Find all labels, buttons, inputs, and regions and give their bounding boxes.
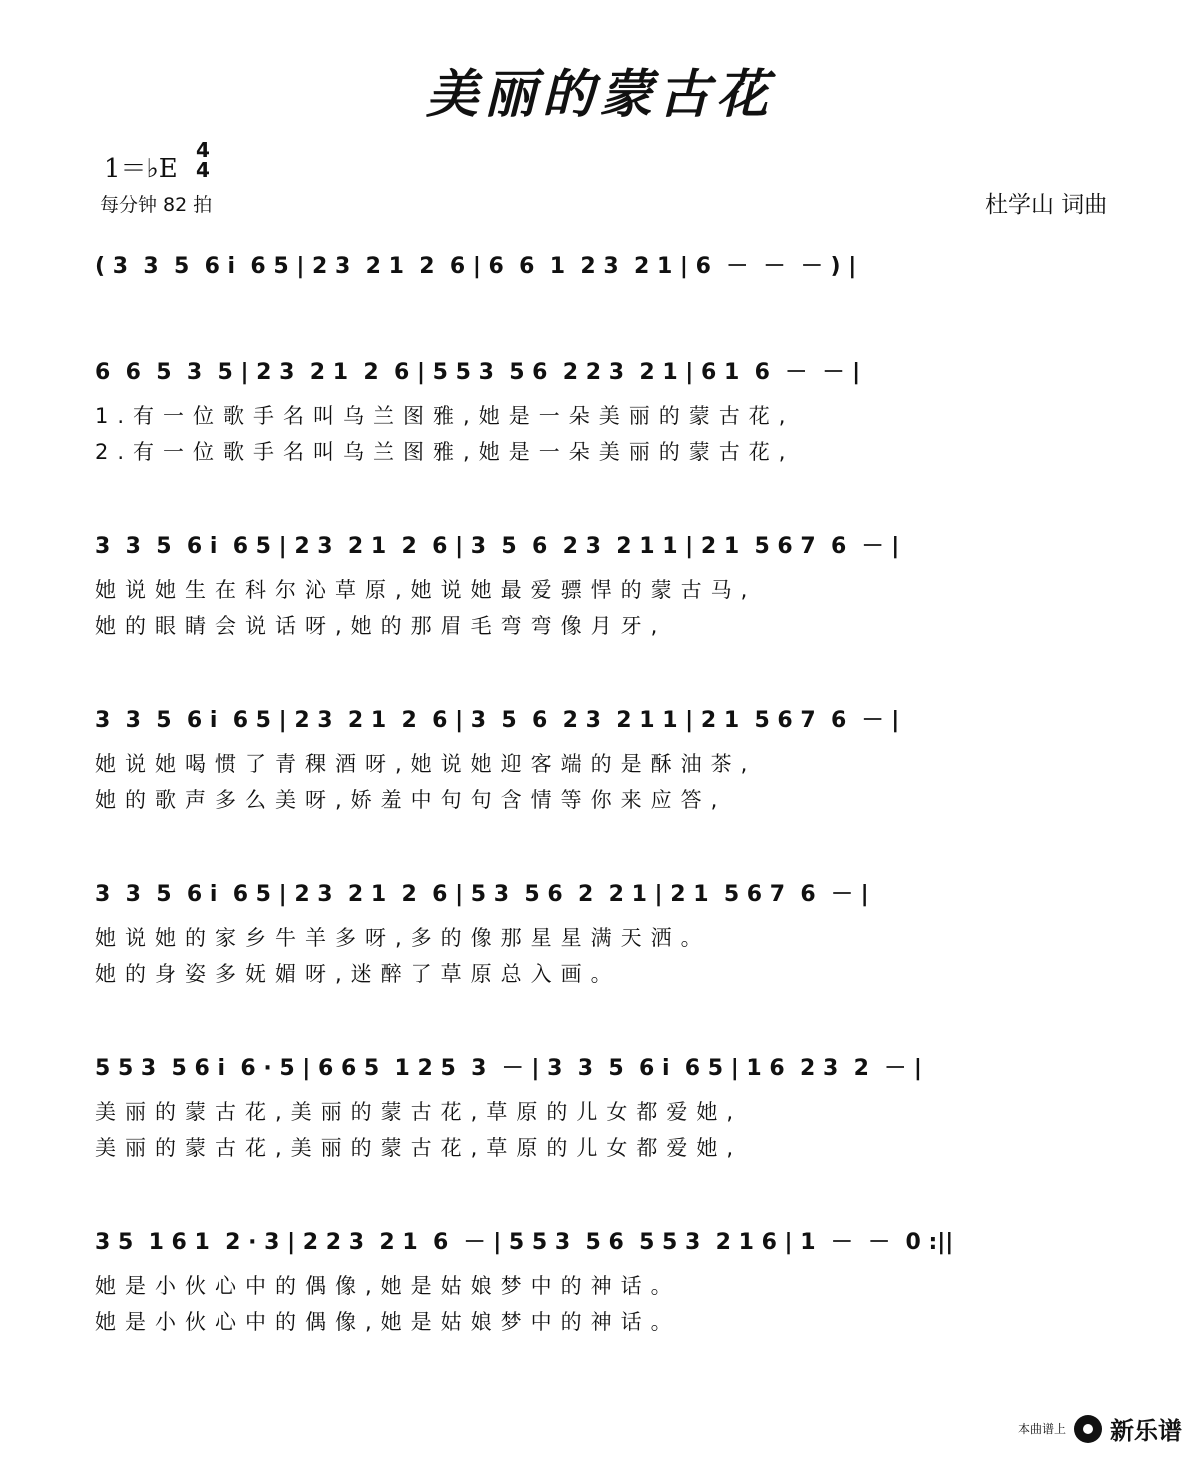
notation-row: 3 5 1 6 1 2 · 3 | 2 2 3 2 1 6 － | 5 5 3 5 6 5 5 3 2 1 6 | 1 － － 0 :|| — [95, 1230, 954, 1255]
score-title: 美丽的蒙古花 — [425, 64, 774, 125]
lyrics-verse-1: 她说她的家乡牛羊多呀,多的像那星星满天洒。 — [95, 926, 711, 950]
notation-row: 3 3 5 6 i 6 5 | 2 3 2 1 2 6 | 3 5 6 2 3 2 1 1 | 2 1 5 6 7 6 － | — [95, 708, 900, 733]
lyrics-verse-1: 1.有一位歌手名叫乌兰图雅,她是一朵美丽的蒙古花, — [95, 404, 795, 428]
lyrics-verse-1: 美丽的蒙古花,美丽的蒙古花,草原的儿女都爱她, — [95, 1100, 743, 1124]
site-footer — [1018, 1411, 1182, 1446]
lyrics-verse-1: 她是小伙心中的偶像,她是姑娘梦中的神话。 — [95, 1274, 681, 1298]
disc-logo-icon — [1074, 1415, 1102, 1443]
tempo-marking: 每分钟 82 拍 — [100, 194, 213, 216]
key-signature: 1＝♭E — [104, 154, 178, 184]
lyrics-verse-2: 她的身姿多妩媚呀,迷醉了草原总入画。 — [95, 962, 621, 986]
notation-row: 3 3 5 6 i 6 5 | 2 3 2 1 2 6 | 5 3 5 6 2 2 1 | 2 1 5 6 7 6 － | — [95, 882, 869, 907]
footer-small-text: 本曲谱上 — [1017, 1422, 1066, 1436]
notation-row: ( 3 3 5 6 i 6 5 | 2 3 2 1 2 6 | 6 6 1 2 3 2 1 | 6 － － － ) | — [95, 254, 857, 279]
time-signature-top: 4 — [196, 138, 210, 162]
lyrics-verse-2: 她的眼睛会说话呀,她的那眉毛弯弯像月牙, — [95, 614, 667, 638]
notation-row: 6 6 5 3 5 | 2 3 2 1 2 6 | 5 5 3 5 6 2 2 3 2 1 | 6 1 6 － － | — [95, 360, 861, 385]
lyrics-verse-1: 她说她喝惯了青稞酒呀,她说她迎客端的是酥油茶, — [95, 752, 757, 776]
time-signature — [192, 140, 214, 180]
lyrics-verse-2: 2.有一位歌手名叫乌兰图雅,她是一朵美丽的蒙古花, — [95, 440, 795, 464]
lyrics-verse-2: 她的歌声多么美呀,娇羞中句句含情等你来应答, — [95, 788, 727, 812]
notation-row: 3 3 5 6 i 6 5 | 2 3 2 1 2 6 | 3 5 6 2 3 2 1 1 | 2 1 5 6 7 6 － | — [95, 534, 900, 559]
lyrics-verse-1: 她说她生在科尔沁草原,她说她最爱骠悍的蒙古马, — [95, 578, 757, 602]
time-signature-bottom: 4 — [196, 158, 210, 182]
notation-row: 5 5 3 5 6 i 6 · 5 | 6 6 5 1 2 5 3 － | 3 3 5 6 i 6 5 | 1 6 2 3 2 － | — [95, 1056, 922, 1081]
brand-name: 新乐谱 — [1110, 1417, 1182, 1445]
lyrics-verse-2: 美丽的蒙古花,美丽的蒙古花,草原的儿女都爱她, — [95, 1136, 743, 1160]
composer-credit: 杜学山 词曲 — [985, 192, 1108, 218]
lyrics-verse-2: 她是小伙心中的偶像,她是姑娘梦中的神话。 — [95, 1310, 681, 1334]
